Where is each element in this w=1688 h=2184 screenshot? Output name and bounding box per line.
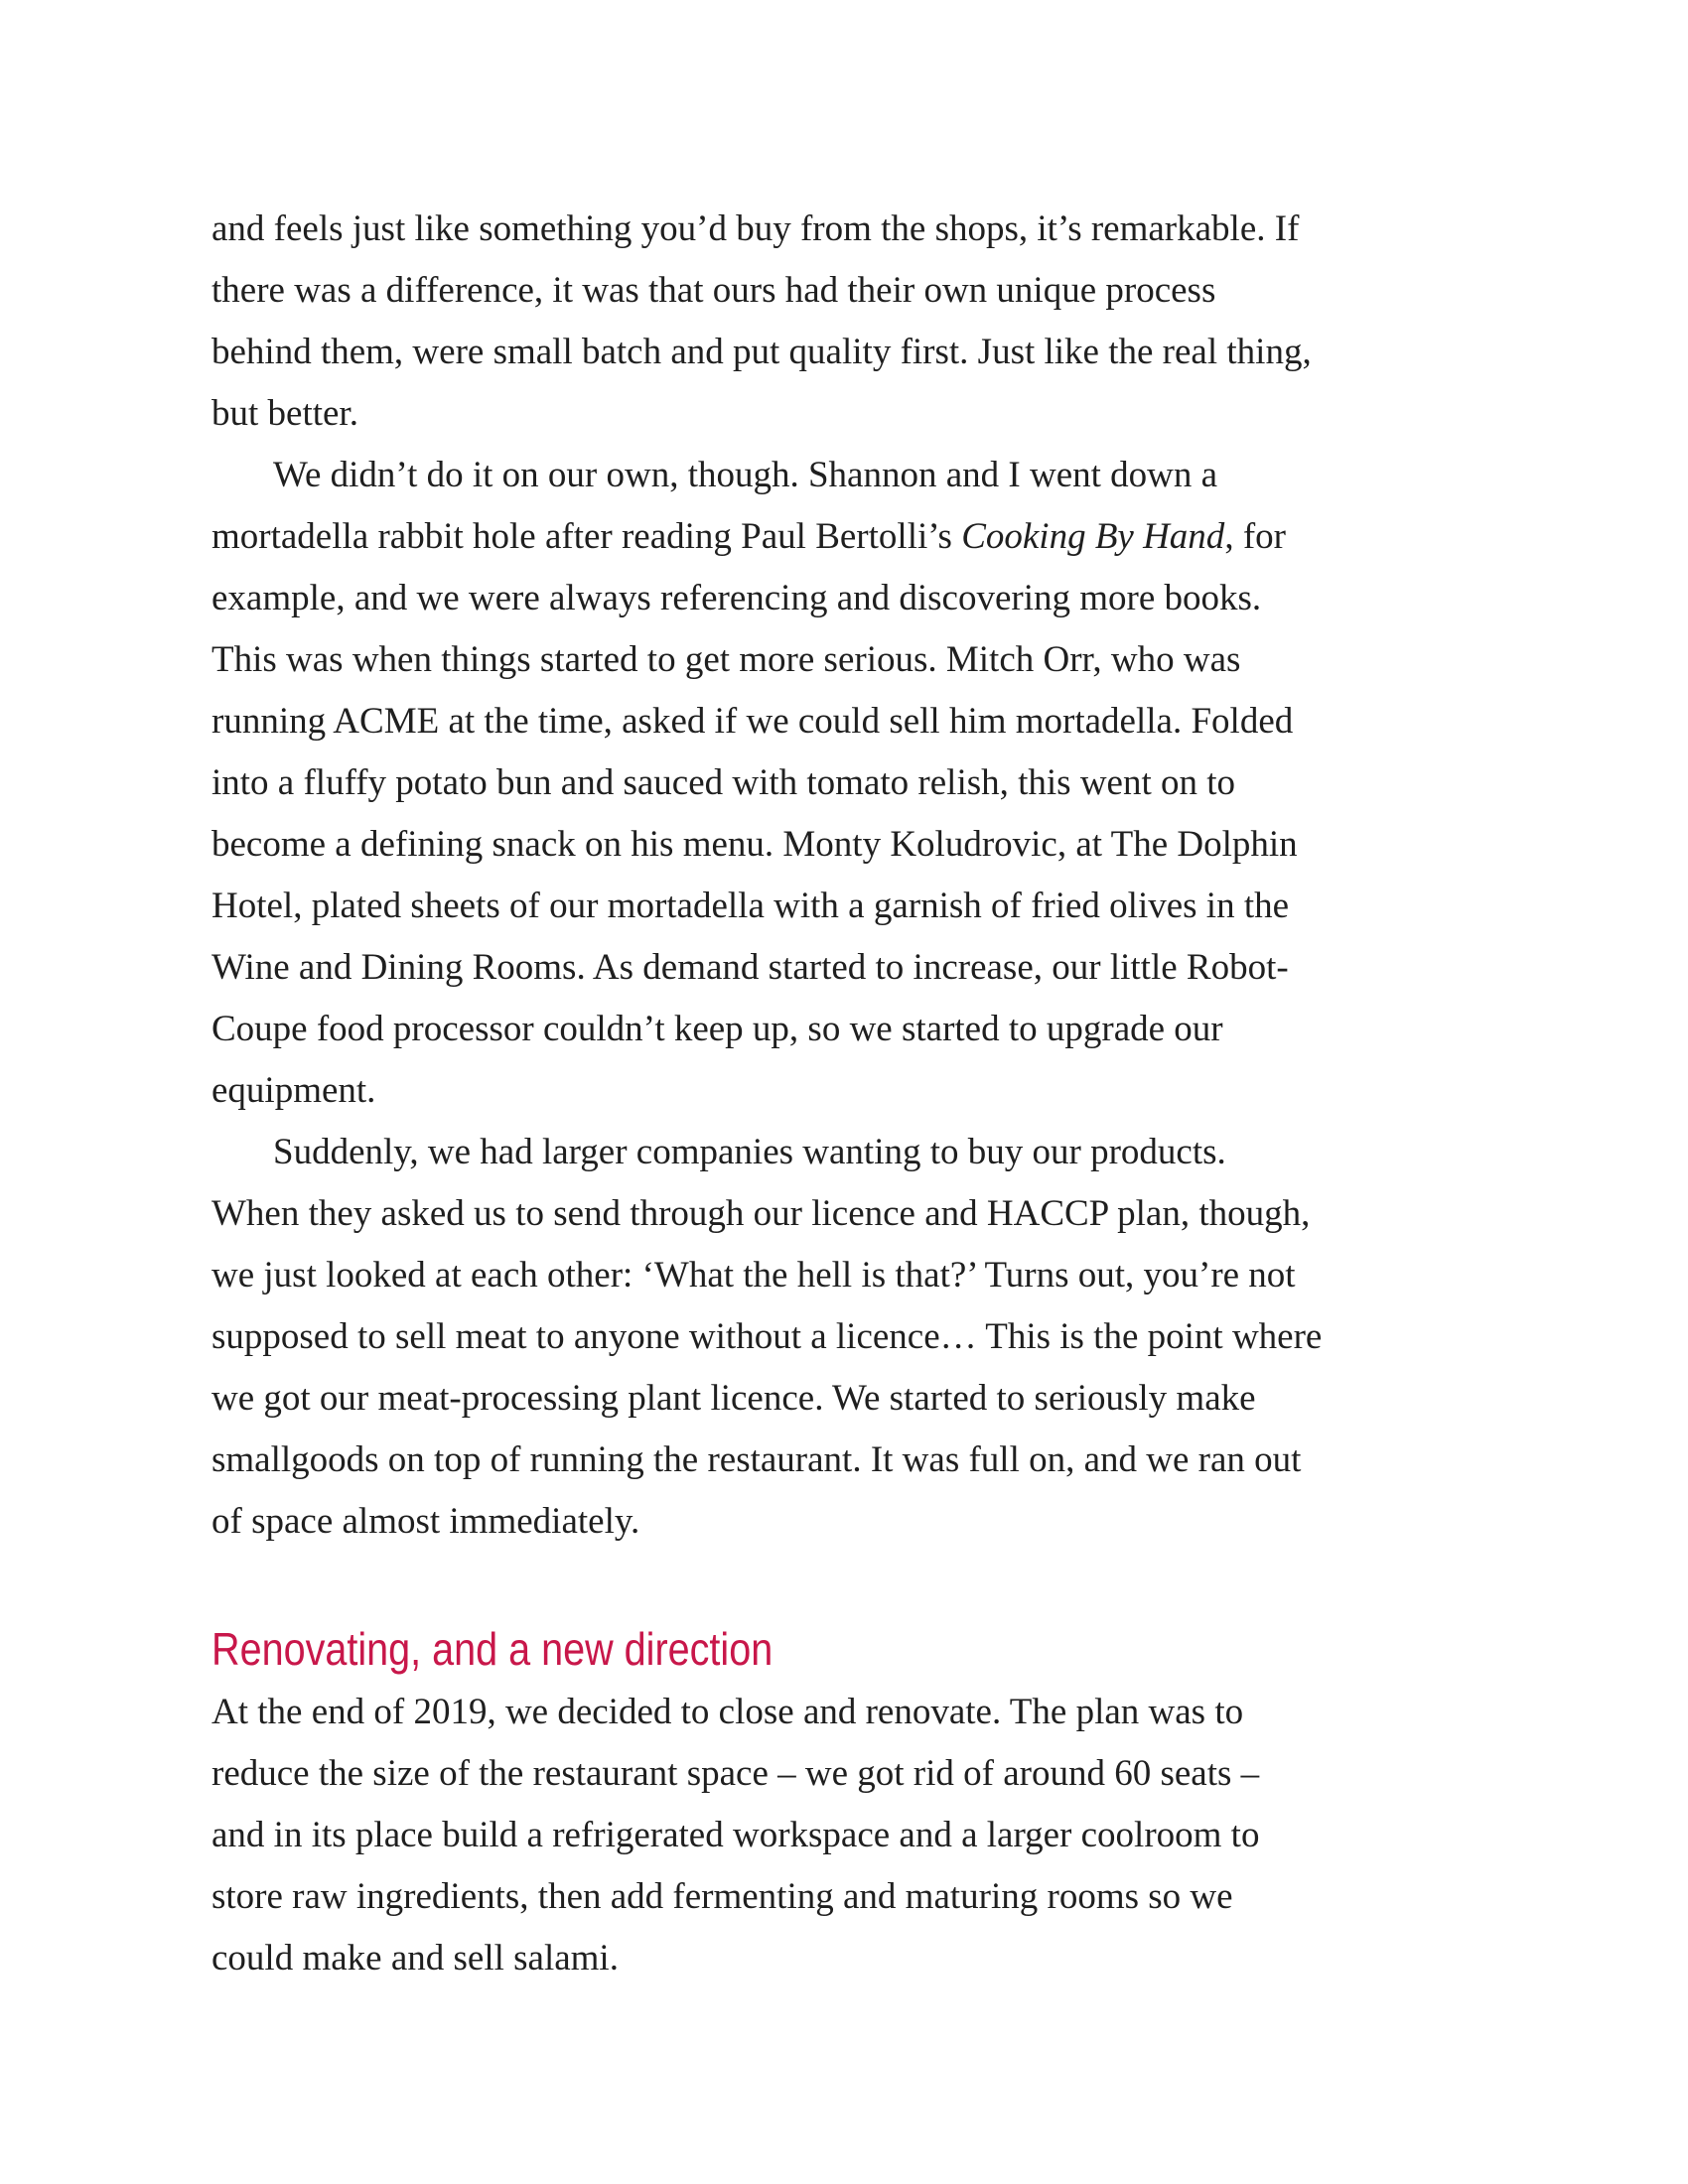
- text-line: become a defining snack on his menu. Monty Koludrovic, at The Dolphin: [211, 824, 1298, 865]
- text-line: and feels just like something you’d buy from the shops, it’s remarkable. If: [211, 208, 1300, 249]
- text-line-with-book-title: [211, 506, 1502, 568]
- paragraph-mortadella: [211, 445, 1502, 1122]
- text-line: there was a difference, it was that ours had their own unique process: [211, 270, 1216, 311]
- text-line: Wine and Dining Rooms. As demand started to increase, our little Robot-: [211, 947, 1289, 988]
- text-line: and in its place build a refrigerated workspace and a larger coolroom to: [211, 1815, 1260, 1855]
- text-line: example, and we were always referencing and discovering more books.: [211, 578, 1262, 618]
- text-line: Suddenly, we had larger companies wanting to buy our products.: [273, 1132, 1226, 1172]
- text-fragment: mortadella rabbit hole after reading Paul Bertolli’s: [211, 516, 962, 557]
- text-line: we got our meat-processing plant licence. We started to seriously make: [211, 1378, 1256, 1419]
- text-line: but better.: [211, 393, 358, 434]
- text-line: smallgoods on top of running the restaurant. It was full on, and we ran out: [211, 1439, 1302, 1480]
- text-line: behind them, were small batch and put quality first. Just like the real thing,: [211, 332, 1312, 372]
- text-line: At the end of 2019, we decided to close and renovate. The plan was to: [211, 1692, 1244, 1732]
- text-line: Hotel, plated sheets of our mortadella with a garnish of fried olives in the: [211, 886, 1290, 926]
- text-line: running ACME at the time, asked if we could sell him mortadella. Folded: [211, 701, 1294, 742]
- text-line: We didn’t do it on our own, though. Shannon and I went down a: [273, 455, 1218, 495]
- section-heading: Renovating, and a new direction: [211, 1623, 774, 1675]
- text-line: equipment.: [211, 1070, 376, 1111]
- text-line: supposed to sell meat to anyone without a licence… This is the point where: [211, 1316, 1323, 1357]
- text-line: reduce the size of the restaurant space – we got rid of around 60 seats –: [211, 1753, 1260, 1794]
- text-fragment: , for: [1224, 516, 1286, 557]
- text-line: could make and sell salami.: [211, 1938, 619, 1979]
- text-line: of space almost immediately.: [211, 1501, 640, 1542]
- text-line: we just looked at each other: ‘What the hell is that?’ Turns out, you’re not: [211, 1255, 1296, 1296]
- text-line: Coupe food processor couldn’t keep up, so we started to upgrade our: [211, 1009, 1223, 1049]
- paragraph-licence: [211, 1122, 1502, 1553]
- text-line: This was when things started to get more serious. Mitch Orr, who was: [211, 639, 1241, 680]
- book-page: [211, 199, 1502, 1989]
- book-title: Cooking By Hand: [961, 516, 1225, 557]
- text-line: into a fluffy potato bun and sauced with tomato relish, this went on to: [211, 762, 1236, 803]
- paragraph-renovation: [211, 1682, 1502, 1989]
- text-line: When they asked us to send through our licence and HACCP plan, though,: [211, 1193, 1311, 1234]
- text-line: store raw ingredients, then add fermenting and maturing rooms so we: [211, 1876, 1233, 1917]
- paragraph-continuation: [211, 199, 1502, 445]
